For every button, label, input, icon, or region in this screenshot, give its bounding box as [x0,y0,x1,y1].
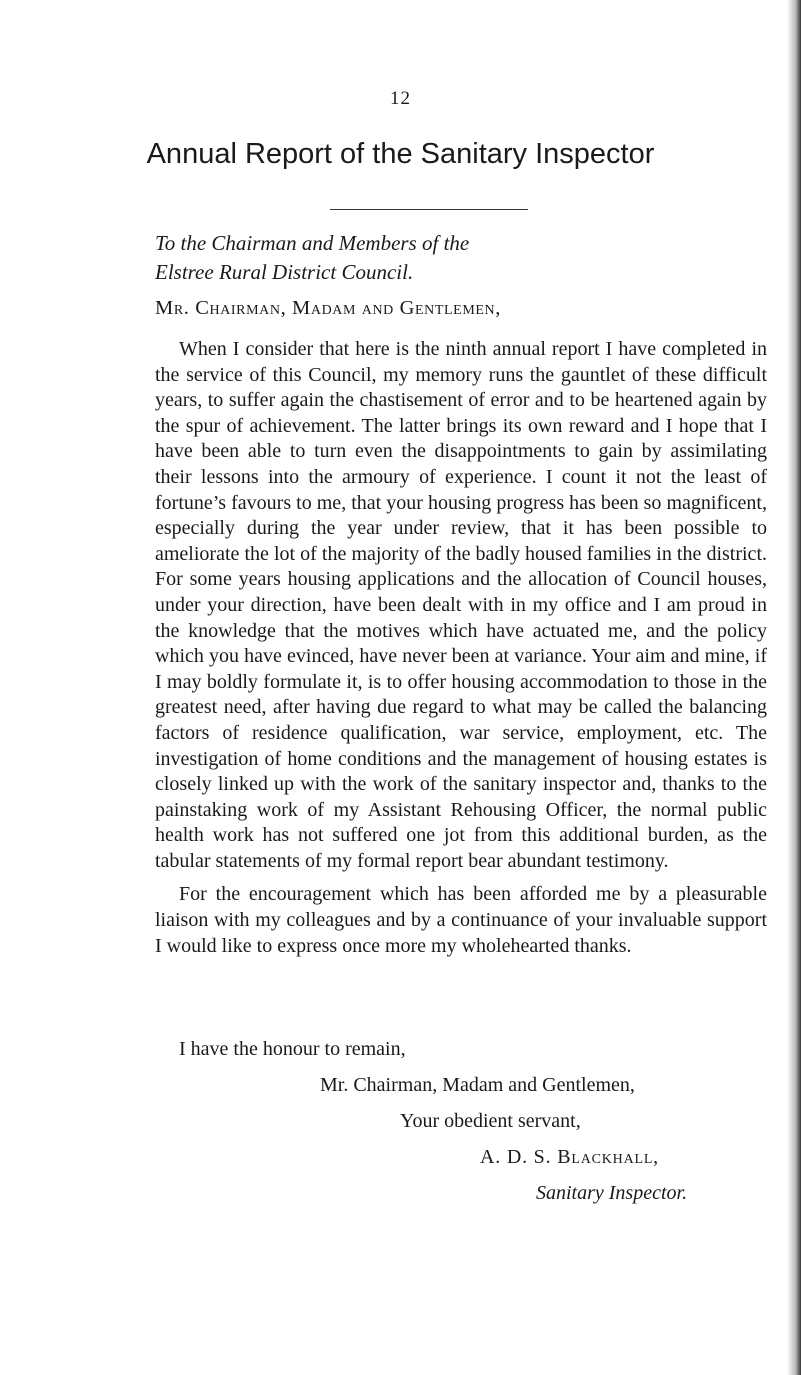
paragraph-1: When I consider that here is the ninth annual report I have completed in the service of this Council, my memory runs the gauntlet of these difficult years, to suffer again the chastisement of error and to be heartened again by the spur of achievement. The latter brings its own reward and I hope that I have been able to turn even the disappointments to gain by assimilating their lessons into the armoury of experience. I count it not the least of fortune’s favours to me, that your housing progress has been so magnificent, especially during the year under review, that it has been possible to ameliorate the lot of the majority of the badly housed families in the district. For some years housing applications and the allocation of Council houses, under your direction, have been dealt with in my office and I am proud in the knowledge that the motives which have actuated me, and the policy which you have evinced, have never been at variance. Your aim and mine, if I may boldly formulate it, is to offer housing accommodation to those in the greatest need, after having due regard to what may be called the balancing factors of residence qualification, war service, employment, etc. The investigation of home conditions and the management of housing estates is closely linked up with the work of the sanitary inspector and, thanks to the painstaking work of my Assistant Rehousing Officer, the normal public health work has not suffered one jot from this additional burden, as the tabular statements of my formal report bear abundant testimony. [155,338,767,872]
report-title: Annual Report of the Sanitary Inspector [146,138,655,170]
address-line-2: Elstree Rural District Council. [155,260,414,284]
page-number: 12 [390,88,411,109]
address-block [155,229,469,287]
letter-body [155,337,767,959]
paragraph-2: For the encouragement which has been afforded me by a pleasurable liaison with my colleagues and by a continuance of your invaluable support I would like to express once more my wholehearted thanks. [155,883,767,957]
address-line-1: To the Chairman and Members of the [155,231,470,255]
closing-line: I have the honour to remain, [179,1038,406,1060]
signature-address: Mr. Chairman, Madam and Gentlemen, [320,1074,635,1096]
page-edge-shadow [787,0,801,1375]
signature-name: A. D. S. Blackhall, [480,1146,659,1168]
signature-role: Sanitary Inspector. [536,1182,688,1204]
title-divider [330,209,528,210]
signature-servant: Your obedient servant, [400,1110,581,1132]
salutation: Mr. Chairman, Madam and Gentlemen, [155,297,501,319]
